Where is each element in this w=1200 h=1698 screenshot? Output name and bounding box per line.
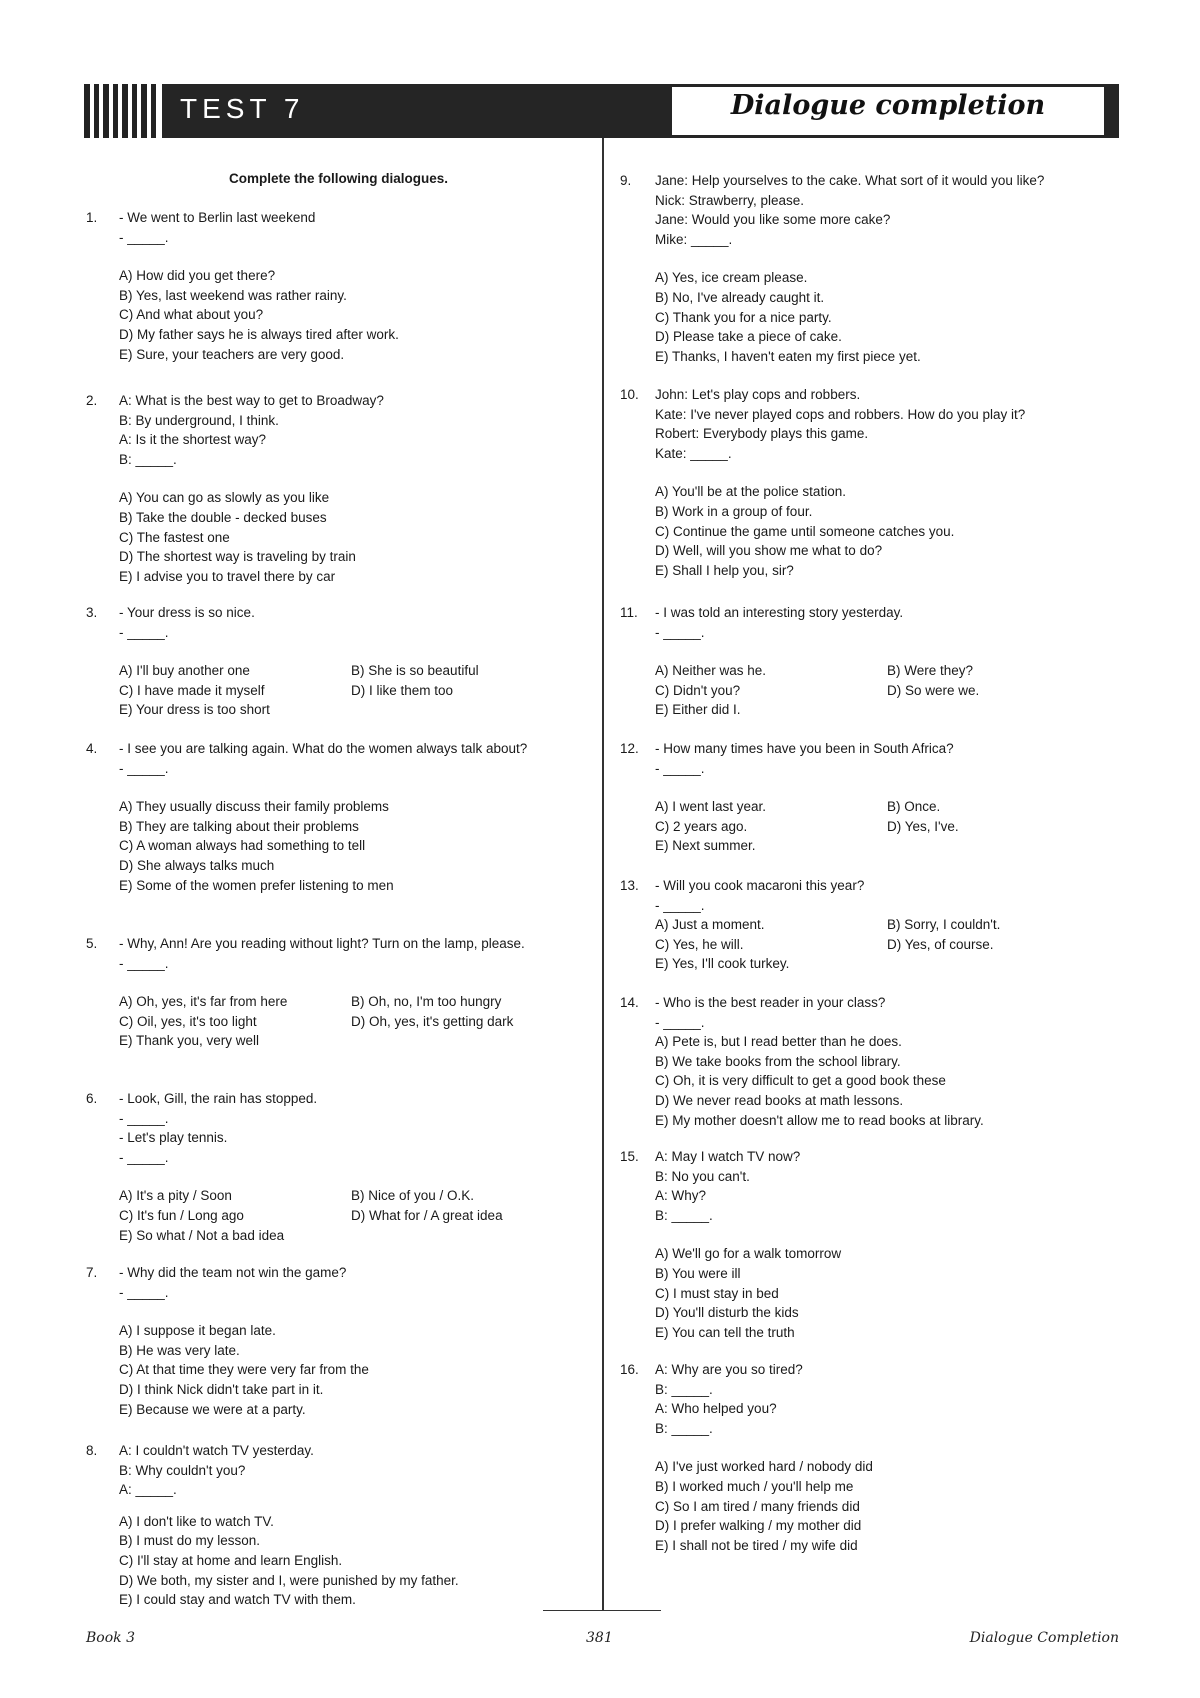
- question-1: [86, 208, 591, 364]
- dialogue-line: B: _____.: [119, 451, 177, 467]
- answer-option[interactable]: E) So what / Not a bad idea: [119, 1227, 285, 1243]
- question-13: [620, 876, 1120, 974]
- question-number: 6.: [86, 1091, 98, 1106]
- dialogue-line: Robert: Everybody plays this game.: [655, 426, 869, 442]
- answer-option[interactable]: D) The shortest way is traveling by train: [119, 549, 356, 565]
- answer-option[interactable]: C) Oil, yes, it's too light: [119, 1013, 257, 1029]
- dialogue-line: John: Let's play cops and robbers.: [655, 387, 861, 402]
- answer-option[interactable]: A) They usually discuss their family problems: [119, 799, 389, 815]
- question-12: [620, 739, 1120, 856]
- answer-option[interactable]: C) And what about you?: [119, 307, 264, 323]
- question-15: [620, 1147, 1120, 1342]
- answer-option[interactable]: B) Sorry, I couldn't.: [887, 917, 1001, 933]
- answer-option[interactable]: A) I'll buy another one: [119, 663, 250, 679]
- answer-option[interactable]: E) Next summer.: [655, 838, 756, 854]
- question-dialogue: [119, 1089, 591, 1167]
- answer-option[interactable]: A) How did you get there?: [119, 268, 276, 284]
- answer-option[interactable]: A) I went last year.: [655, 799, 767, 815]
- answer-option[interactable]: B) You were ill: [655, 1265, 741, 1281]
- answer-option[interactable]: E) Shall I help you, sir?: [655, 562, 794, 578]
- dialogue-line: B: _____.: [655, 1207, 713, 1223]
- answer-option[interactable]: C) 2 years ago.: [655, 818, 748, 834]
- question-number: 9.: [620, 173, 632, 188]
- answer-option[interactable]: B) We take books from the school library.: [655, 1053, 901, 1069]
- question-dialogue: [655, 1147, 1120, 1225]
- answer-options: [119, 266, 591, 364]
- answer-option[interactable]: E) Some of the women prefer listening to men: [119, 877, 394, 893]
- question-number: 11.: [620, 605, 638, 620]
- dialogue-line: - We went to Berlin last weekend: [119, 210, 316, 225]
- question-11: [620, 603, 1120, 720]
- dialogue-line: Jane: Would you like some more cake?: [655, 212, 891, 228]
- dialogue-line: - Who is the best reader in your class?: [655, 995, 886, 1010]
- dialogue-line: Nick: Strawberry, please.: [655, 192, 805, 208]
- answer-option[interactable]: D) We never read books at math lessons.: [655, 1092, 904, 1108]
- answer-option[interactable]: D) Well, will you show me what to do?: [655, 543, 883, 559]
- answer-options: [119, 1321, 591, 1419]
- dialogue-line: - _____.: [119, 624, 169, 640]
- answer-option[interactable]: D) I like them too: [351, 682, 454, 698]
- question-7: [86, 1263, 591, 1419]
- answer-option[interactable]: A) We'll go for a walk tomorrow: [655, 1246, 842, 1262]
- answer-option[interactable]: E) I could stay and watch TV with them.: [119, 1592, 356, 1608]
- answer-option[interactable]: A) I don't like to watch TV.: [119, 1513, 274, 1529]
- dialogue-line: - Let's play tennis.: [119, 1130, 228, 1146]
- footer-book: Book 3: [86, 1630, 135, 1646]
- answer-option[interactable]: B) No, I've already caught it.: [655, 289, 825, 305]
- question-dialogue: [655, 171, 1120, 249]
- answer-options: [119, 1512, 591, 1610]
- question-number: 2.: [86, 393, 98, 408]
- answer-option[interactable]: C) I must stay in bed: [655, 1285, 779, 1301]
- answer-option[interactable]: E) Sure, your teachers are very good.: [119, 346, 345, 362]
- dialogue-line: - _____.: [655, 760, 705, 776]
- answer-options: [655, 797, 1120, 856]
- answer-option[interactable]: C) Didn't you?: [655, 682, 741, 698]
- answer-option[interactable]: A) Pete is, but I read better than he does.: [655, 1034, 902, 1050]
- answer-option[interactable]: A) Neither was he.: [655, 663, 767, 679]
- answer-option[interactable]: A) You can go as slowly as you like: [119, 490, 330, 506]
- question-dialogue: [119, 1441, 591, 1500]
- answer-option[interactable]: D) So were we.: [887, 682, 980, 698]
- answer-option[interactable]: C) Oh, it is very difficult to get a good book these: [655, 1073, 946, 1089]
- answer-option[interactable]: D) What for / A great idea: [351, 1207, 503, 1223]
- question-number: 4.: [86, 741, 98, 756]
- answer-option[interactable]: D) Yes, I've.: [887, 818, 959, 834]
- answer-option[interactable]: B) They are talking about their problems: [119, 818, 359, 834]
- answer-option[interactable]: B) He was very late.: [119, 1342, 240, 1358]
- answer-option[interactable]: C) Yes, he will.: [655, 936, 744, 952]
- question-8: [86, 1441, 591, 1610]
- answer-option[interactable]: E) Because we were at a party.: [119, 1401, 306, 1417]
- answer-option[interactable]: B) Work in a group of four.: [655, 503, 813, 519]
- dialogue-line: - _____.: [655, 1014, 705, 1030]
- dialogue-line: A: Is it the shortest way?: [119, 432, 267, 448]
- question-dialogue: [655, 603, 1120, 642]
- question-9: [620, 171, 1120, 366]
- question-2: [86, 391, 591, 586]
- answer-option[interactable]: E) Yes, I'll cook turkey.: [655, 956, 790, 972]
- answer-option[interactable]: A) It's a pity / Soon: [119, 1188, 232, 1204]
- dialogue-line: - _____.: [119, 1284, 169, 1300]
- dialogue-line: - I was told an interesting story yesterday.: [655, 605, 904, 620]
- header-stripes: [84, 84, 156, 138]
- answer-option[interactable]: C) So I am tired / many friends did: [655, 1498, 860, 1514]
- answer-option[interactable]: E) Thanks, I haven't eaten my first piece yet.: [655, 348, 921, 364]
- dialogue-line: Mike: _____.: [655, 231, 733, 247]
- column-divider: [602, 138, 604, 1610]
- answer-options: [119, 797, 591, 895]
- question-dialogue: [655, 1360, 1120, 1438]
- answer-option[interactable]: C) Continue the game until someone catches you.: [655, 523, 955, 539]
- answer-option[interactable]: D) My father says he is always tired after work.: [119, 326, 399, 342]
- question-5: [86, 934, 591, 1051]
- answer-option[interactable]: B) She is so beautiful: [351, 663, 479, 679]
- answer-option[interactable]: C) A woman always had something to tell: [119, 838, 366, 854]
- dialogue-line: - _____.: [119, 1149, 169, 1165]
- answer-option[interactable]: A) Yes, ice cream please.: [655, 270, 808, 286]
- dialogue-line: - Look, Gill, the rain has stopped.: [119, 1091, 318, 1106]
- dialogue-line: Kate: I've never played cops and robbers. How do you play it?: [655, 406, 1026, 422]
- page-header: [84, 84, 1119, 138]
- answer-option[interactable]: D) Please take a piece of cake.: [655, 329, 842, 345]
- answer-option[interactable]: E) You can tell the truth: [655, 1324, 795, 1340]
- question-dialogue: [119, 934, 591, 973]
- question-dialogue: [655, 876, 1120, 915]
- dialogue-line: - Why, Ann! Are you reading without light? Turn on the lamp, please.: [119, 936, 525, 951]
- question-number: 5.: [86, 936, 98, 951]
- answer-option[interactable]: B) Oh, no, I'm too hungry: [351, 994, 502, 1010]
- answer-option[interactable]: A) Just a moment.: [655, 917, 765, 933]
- answer-option[interactable]: A) I've just worked hard / nobody did: [655, 1459, 873, 1475]
- dialogue-line: - I see you are talking again. What do the women always talk about?: [119, 741, 528, 756]
- answer-options: [655, 482, 1120, 580]
- question-dialogue: [655, 385, 1120, 463]
- answer-option[interactable]: C) Thank you for a nice party.: [655, 309, 832, 325]
- answer-option[interactable]: B) Nice of you / O.K.: [351, 1188, 475, 1204]
- question-14: [620, 993, 1120, 1130]
- question-6: [86, 1089, 591, 1245]
- answer-option[interactable]: B) I worked much / you'll help me: [655, 1478, 854, 1494]
- topic-title: Dialogue completion: [730, 90, 1046, 121]
- answer-options: [119, 1186, 591, 1245]
- question-16: [620, 1360, 1120, 1555]
- question-dialogue: [655, 739, 1120, 778]
- dialogue-line: A: Why are you so tired?: [655, 1362, 803, 1377]
- question-number: 10.: [620, 387, 639, 402]
- answer-options: [655, 661, 1120, 720]
- answer-option[interactable]: E) Your dress is too short: [119, 702, 270, 718]
- answer-option[interactable]: D) Oh, yes, it's getting dark: [351, 1013, 514, 1029]
- question-3: [86, 603, 591, 720]
- dialogue-line: Jane: Help yourselves to the cake. What sort of it would you like?: [655, 173, 1045, 188]
- dialogue-line: - _____.: [655, 624, 705, 640]
- dialogue-line: A: I couldn't watch TV yesterday.: [119, 1443, 314, 1458]
- dialogue-line: Kate: _____.: [655, 445, 732, 461]
- question-number: 1.: [86, 210, 98, 225]
- dialogue-line: B: Why couldn't you?: [119, 1462, 246, 1478]
- dialogue-line: B: _____.: [655, 1381, 713, 1397]
- answer-options: [119, 661, 591, 720]
- answer-options: [119, 488, 591, 586]
- dialogue-line: A: What is the best way to get to Broadway?: [119, 393, 384, 408]
- dialogue-line: - _____.: [119, 1110, 169, 1126]
- answer-option[interactable]: B) Once.: [887, 799, 941, 815]
- answer-options: [655, 915, 1120, 974]
- answer-option[interactable]: D) I prefer walking / my mother did: [655, 1518, 862, 1534]
- answer-option[interactable]: B) Yes, last weekend was rather rainy.: [119, 287, 347, 303]
- dialogue-line: A: Who helped you?: [655, 1401, 777, 1417]
- answer-option[interactable]: E) Thank you, very well: [119, 1033, 260, 1049]
- question-number: 3.: [86, 605, 98, 620]
- question-number: 8.: [86, 1443, 98, 1458]
- answer-option[interactable]: C) I'll stay at home and learn English.: [119, 1552, 343, 1568]
- dialogue-line: B: _____.: [655, 1420, 713, 1436]
- dialogue-line: - How many times have you been in South Africa?: [655, 741, 954, 756]
- question-dialogue: [119, 1263, 591, 1302]
- answer-option[interactable]: E) Either did I.: [655, 702, 741, 718]
- answer-option[interactable]: D) She always talks much: [119, 857, 275, 873]
- question-dialogue: [119, 391, 591, 469]
- answer-option[interactable]: B) Take the double - decked buses: [119, 509, 327, 525]
- question-number: 13.: [620, 878, 639, 893]
- dialogue-line: - Will you cook macaroni this year?: [655, 878, 865, 893]
- answer-options: [655, 1244, 1120, 1342]
- test-label: TEST 7: [180, 93, 305, 124]
- answer-option[interactable]: D) I think Nick didn't take part in it.: [119, 1381, 324, 1397]
- question-number: 16.: [620, 1362, 639, 1377]
- question-number: 12.: [620, 741, 639, 756]
- question-number: 14.: [620, 995, 639, 1010]
- answer-option[interactable]: C) I have made it myself: [119, 682, 265, 698]
- answer-option[interactable]: C) At that time they were very far from the: [119, 1362, 369, 1378]
- dialogue-line: B: No you can't.: [655, 1168, 750, 1184]
- dialogue-line: A: Why?: [655, 1188, 707, 1204]
- question-number: 7.: [86, 1265, 98, 1280]
- question-10: [620, 385, 1120, 580]
- answer-option[interactable]: B) Were they?: [887, 663, 974, 679]
- answer-option[interactable]: C) It's fun / Long ago: [119, 1207, 244, 1223]
- dialogue-line: - Your dress is so nice.: [119, 605, 255, 620]
- answer-option[interactable]: D) We both, my sister and I, were punished by my father.: [119, 1572, 459, 1588]
- answer-options: [655, 268, 1120, 366]
- dialogue-line: B: By underground, I think.: [119, 412, 279, 428]
- answer-option[interactable]: D) Yes, of course.: [887, 936, 994, 952]
- dialogue-line: - _____.: [119, 955, 169, 971]
- question-dialogue: [655, 993, 1120, 1032]
- answer-option[interactable]: C) The fastest one: [119, 529, 230, 545]
- divider-base: [543, 1610, 661, 1611]
- dialogue-line: A: May I watch TV now?: [655, 1149, 801, 1164]
- question-dialogue: [119, 603, 591, 642]
- answer-option[interactable]: E) My mother doesn't allow me to read books at library.: [655, 1112, 984, 1128]
- dialogue-line: - _____.: [655, 897, 705, 913]
- answer-option[interactable]: A) Oh, yes, it's far from here: [119, 994, 288, 1010]
- answer-options: [119, 992, 591, 1051]
- dialogue-line: - _____.: [119, 760, 169, 776]
- answer-options: [655, 1457, 1120, 1555]
- dialogue-line: A: _____.: [119, 1482, 177, 1498]
- question-dialogue: [119, 208, 591, 247]
- instruction: Complete the following dialogues.: [228, 171, 448, 186]
- answer-option[interactable]: B) I must do my lesson.: [119, 1533, 261, 1549]
- answer-options: [655, 1032, 1120, 1130]
- answer-option[interactable]: E) I advise you to travel there by car: [119, 568, 336, 584]
- answer-option[interactable]: E) I shall not be tired / my wife did: [655, 1537, 858, 1553]
- question-4: [86, 739, 591, 895]
- page-number: 381: [586, 1630, 613, 1646]
- footer-section: Dialogue Completion: [969, 1630, 1119, 1646]
- dialogue-line: - _____.: [119, 229, 169, 245]
- dialogue-line: - Why did the team not win the game?: [119, 1265, 347, 1280]
- answer-option[interactable]: A) I suppose it began late.: [119, 1323, 276, 1339]
- question-dialogue: [119, 739, 591, 778]
- answer-option[interactable]: A) You'll be at the police station.: [655, 484, 846, 500]
- question-number: 15.: [620, 1149, 639, 1164]
- answer-option[interactable]: D) You'll disturb the kids: [655, 1305, 799, 1321]
